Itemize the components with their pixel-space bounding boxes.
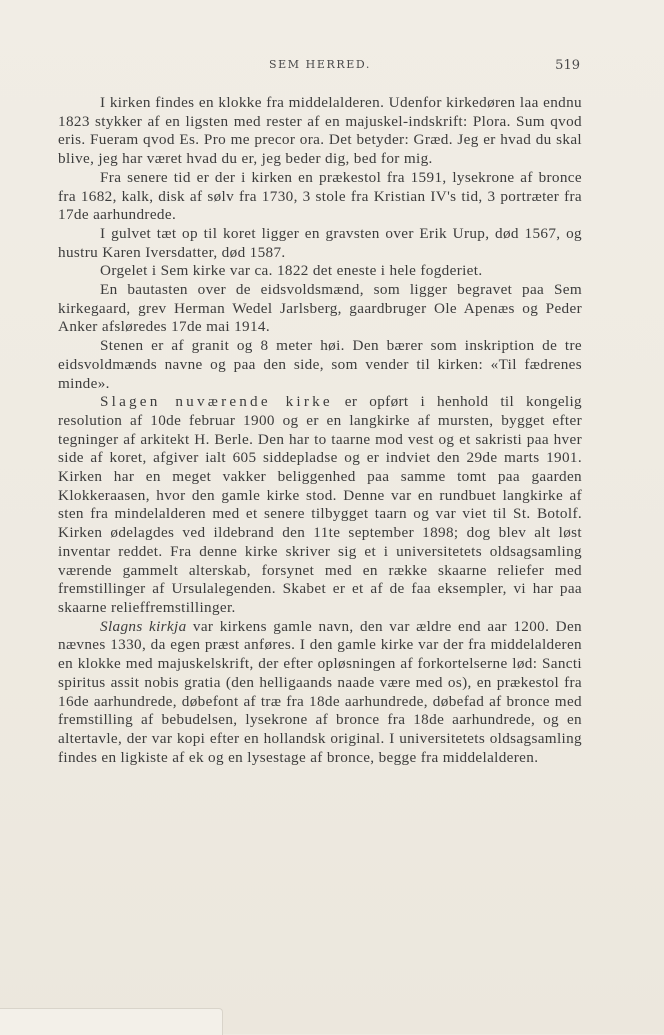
page-number: 519 xyxy=(555,58,580,73)
body-text xyxy=(58,94,582,767)
paragraph-old-name xyxy=(58,618,582,768)
paragraph-bautasten: En bautasten over de eidsvoldsmænd, som ligger begravet paa Sem kirkegaard, grev Herman Wedel Jarlsberg, gaardbruger Ole Apenæs og Peder Anker afsløredes 17de mai 1914. xyxy=(58,281,582,336)
running-title: SEM HERRED. xyxy=(268,58,372,71)
paragraph-text: er opført i henhold til kongelig resolution af 10de februar 1900 og er en langkirke af mursten, bygget efter tegninger af arkitekt H. Berle. Den har to taarne mod vest og et sakristi paa hver side af koret, afgiver ialt 605 siddepladse og er indviet den 29de marts 1901. Kirken har en meget vakker beliggenhed paa samme tomt paa gaarden Klokkeraasen, hvor den gamle kirke stod. Denne var en rundbuet langkirke af sten fra mindelalderen med et senere tilbygget taarn og var viet til St. Botolf. Kirken ødelagdes ved ildebrand den 11te september 1898; dog blev alt løst inventar reddet. Fra denne kirke skriver sig et i universitetets oldsagsamling værende gammelt alterskab, forsynet med en række skaarne reliefer med fremstillinger af Ursulalegenden. Skabet er et af de faa eksempler, vi har paa skaarne relieffremstillinger. xyxy=(58,393,582,616)
page-edge-mark xyxy=(0,1008,223,1035)
paragraph-later-inventory: Fra senere tid er der i kirken en prækestol fra 1591, lysekrone af bronce fra 1682, kalk, disk af sølv fra 1730, 3 stole fra Kristian IV's tid, 3 portræter fra 17de aarhundrede. xyxy=(58,168,582,224)
paragraph-organ: Orgelet i Sem kirke var ca. 1822 det eneste i hele fogderiet. xyxy=(100,262,483,280)
paragraph-gravestone: I gulvet tæt op til koret ligger en gravsten over Erik Urup, død 1567, og hustru Karen Iversdatter, død 1587. xyxy=(58,224,582,261)
paragraph-current-church xyxy=(58,393,582,617)
paragraph-bell-inscription: I kirken findes en klokke fra middelalderen. Udenfor kirkedøren laa endnu 1823 stykker af en ligsten med rester af en majuskel-indskrift: Plora. Sum qvod eris. Fueram qvod Es. Pro me precor ora. Det betyder: Græd. Jeg er hvad du skal blive, jeg har været hvad du er, jeg beder dig, bed for mig. xyxy=(58,94,582,168)
italic-term: Slagns kirkja xyxy=(100,617,187,635)
page-header xyxy=(60,58,580,78)
spaced-heading: Slagen nuværende kirke xyxy=(100,393,333,411)
paragraph-stone-description: Stenen er af granit og 8 meter høi. Den bærer som inskription de tre eidsvoldmænds navne og paa den side, som vender til kirken: «Til fædrenes minde». xyxy=(58,337,582,392)
paragraph-text: var kirkens gamle navn, den var ældre end aar 1200. Den nævnes 1330, da egen præst anføres. I den gamle kirke var der fra middelalderen en klokke med majuskelskrift, der efter opløsningen af forkortelserne lød: Sancti spiritus assit nobis gratia (den helligaands naade være med os), en prækestol fra 16de aarhundrede, døbefont af træ fra 18de aarhundrede, døbefad af bronce med fremstilling af bebudelsen, lysekrone af bronce fra 18de aarhundrede, og en altertavle, der var kopi efter en hollandsk original. I universitetets oldsagsamling findes en ligkiste af ek og en lysestage af bronce, begge fra middelalderen. xyxy=(58,617,582,766)
